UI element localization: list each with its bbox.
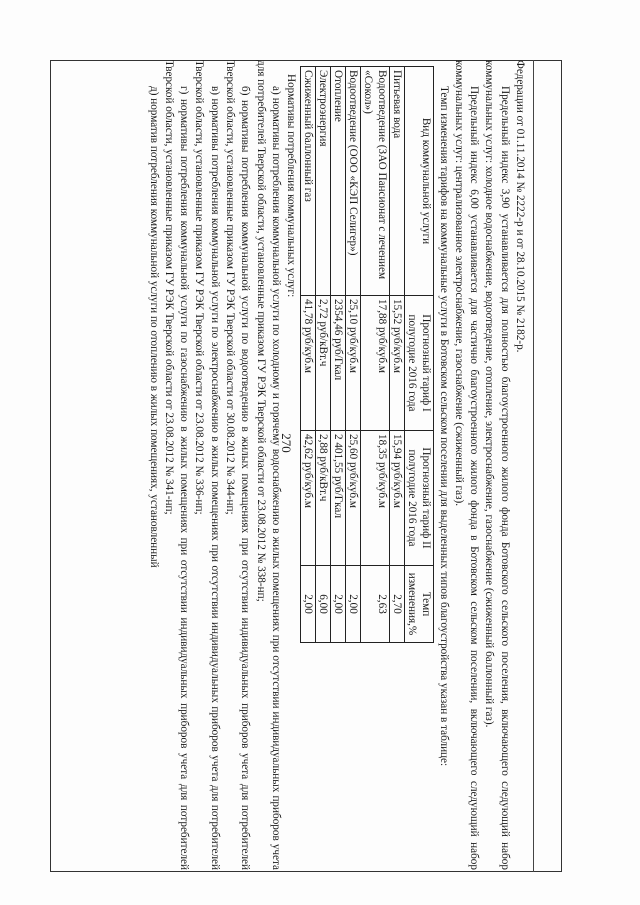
table-row [346,67,361,643]
cell-tariff-h2: 15,94 руб/куб.м [390,431,405,566]
cell-service: Сжиженный баллонный газ [301,67,316,296]
cell-tariff-h2: 18,35 руб/куб.м [361,431,390,566]
norms-heading: Нормативы потребления коммунальных услуг: [285,74,298,298]
cell-rate: 2,70 [390,566,405,643]
cell-rate: 2,00 [331,566,346,643]
cell-tariff-h2: 42,62 руб/куб.м [301,431,316,566]
header-service: Вид коммунальной услуги [405,67,434,296]
cell-service: Водоотведение (ЗАО Пансионат с лечением «Сокол») [361,67,390,296]
cell-service: Питьевая вода [390,67,405,296]
cell-service: Водоотведение (ООО «КЭП Селигер») [346,67,361,296]
table-row [390,67,405,643]
cell-rate: 2,00 [346,566,361,643]
cell-tariff-h1: 25,10 руб/куб.м [346,296,361,431]
table-row [361,67,390,643]
margin-column-line [533,60,534,872]
header-tariff-h1: Прогнозный тариф I полугодие 2016 года [405,296,434,431]
cell-service: Отопление [331,67,346,296]
cell-tariff-h1: 17,88 руб/куб.м [361,296,390,431]
cell-tariff-h2: 2,88 руб/кВт.ч [316,431,331,566]
rotated-document-body [57,60,527,870]
norm-item-a: а) нормативы потребления коммунальной услуги по холодному и горячему водоснабжению в жилых помещениях при отсутствии индивидуальных приборов учета для потребителей Тверской области, установленные приказом ГУ РЭК Тверской области от 23.08.2012 № 338-нп; [254,60,282,870]
intro-line: Федерации от 01.11.2014 № 2222-р и от 28.10.2015 № 2182-р. [514,60,526,353]
table-row [331,67,346,643]
cell-rate: 6,00 [316,566,331,643]
header-rate: Темп изменения,% [405,566,434,643]
cell-rate: 2,00 [301,566,316,643]
paragraph-index-3-90: Предельный индекс 3,90 устанавливается для полностью благоустроенного жилого фонда Ботовского сельского поселения, включающего следующий набор коммунальных услуг: холодное водоснабжение, водоотведение, отопление, электроснабжение, газоснабжение (сжиженный баллонный газ). [483,60,511,870]
norm-item-d: д) норматив потребления коммунальной услуги по отоплению в жилых помещениях, установленный [147,86,160,568]
norm-item-v: в) нормативы потребления коммунальной услуги по электроснабжению в жилых помещениях при отсутствии индивидуальных приборов учета для потребителей Тверской области, установленные приказом ГУ РЭК Тверской области от 23.08.2012 № 336-нп; [193,60,221,870]
norm-item-b: б) нормативы потребления коммунальной услуги по водоотведению в жилых помещениях при отсутствии индивидуальных приборов учета для потребителей Тверской области, установленные приказом ГУ РЭК Тверской области от 30.08.2012 № 344-нп; [224,60,252,870]
cell-tariff-h1: 15,52 руб/куб.м [390,296,405,431]
cell-tariff-h1: 2354,46 руб/Гкал [331,296,346,431]
cell-rate: 2,63 [361,566,390,643]
tariff-table [300,66,434,643]
cell-tariff-h1: 2,72 руб/кВт.ч [316,296,331,431]
header-tariff-h2: Прогнозный тариф II полугодие 2016 года [405,431,434,566]
paragraph-index-6-00: Предельный индекс 6,00 устанавливается для частично благоустроенного жилого фонда в Ботовском сельском поселении, включающего следующий набор коммунальных услуг: централизованное электроснабжение, газоснабжение (сжиженный газ). [452,60,481,870]
cell-tariff-h2: 25,60 руб/куб.м [346,431,361,566]
page-number: 270 [279,433,294,453]
cell-service: Электроэнергия [316,67,331,296]
cell-tariff-h2: 2 401,55 руб/Гкал [331,431,346,566]
cell-tariff-h1: 41,78 руб/куб.м [301,296,316,431]
paragraph-table-intro: Темп изменения тарифов на коммунальные услуги в Ботовском сельском поселении для выделенных типов благоустройства указан в таблице: [437,86,450,767]
table-row [316,67,331,643]
table-row [301,67,316,643]
table-header-row [405,67,434,643]
norm-item-g: г) нормативы потребления коммунальной услуги по газоснабжению в жилых помещениях при отсутствии индивидуальных приборов учета для потребителей Тверской области, установленные приказом ГУ РЭК Тверской области от 23.08.2012 № 341-нп; [162,60,191,870]
